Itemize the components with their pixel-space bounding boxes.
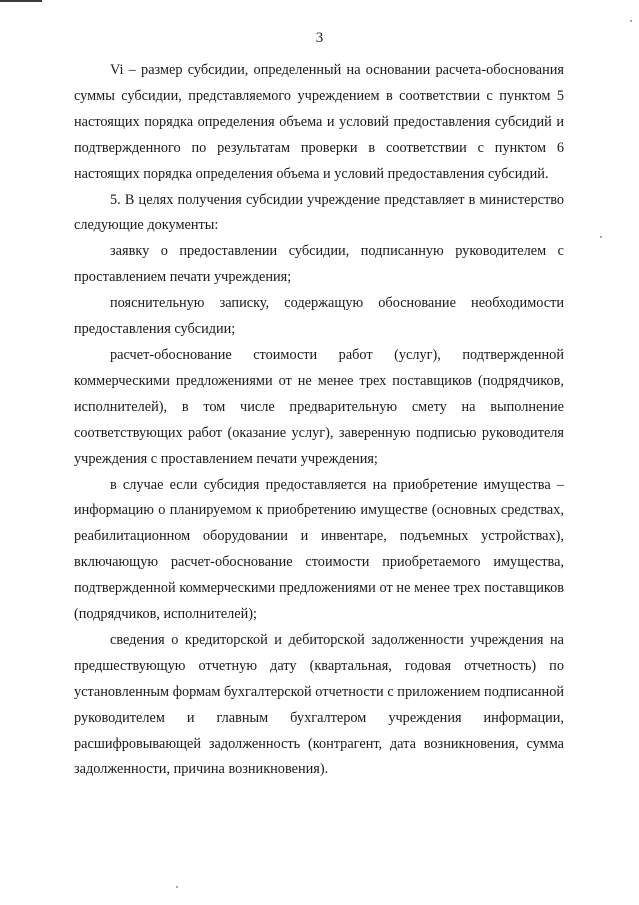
paragraph-item-5: 5. В целях получения субсидии учреждение представляет в министерство следующие документы: bbox=[74, 191, 564, 234]
scan-edge-line bbox=[0, 0, 42, 2]
paragraph-property-purchase: в случае если субсидия предоставляется на приобретение имущества – информацию о планируемом к приобретению имуществе (основных средствах, реабилитационном оборудовании и инвентаре, подъемных устройствах), включающую расчет-обоснование стоимости приобретаемого имущества, подтвержденной коммерческими предложениями от не менее трех поставщиков (подрядчиков, исполнителей); bbox=[74, 476, 564, 623]
paragraph-application: заявку о предоставлении субсидии, подписанную руководителем с проставлением печати учреждения; bbox=[74, 243, 564, 286]
scan-speck bbox=[176, 886, 178, 888]
paragraph-explanatory-note: пояснительную записку, содержащую обоснование необходимости предоставления субсидии; bbox=[74, 295, 564, 338]
document-body bbox=[74, 58, 564, 783]
paragraph-debt-info: сведения о кредиторской и дебиторской задолженности учреждения на предшествующую отчетную дату (квартальная, годовая отчетность) по установленным формам бухгалтерской отчетности с приложением подписанной руководителем и главным бухгалтером учреждения информации, расшифровывающей задолженность (контрагент, дата возникновения, сумма задолженности, причина возникновения). bbox=[74, 631, 564, 778]
paragraph-cost-calculation: расчет-обоснование стоимости работ (услуг), подтвержденной коммерческими предложениями от не менее трех поставщиков (подрядчиков, исполнителей), в том числе предварительную смету на выполнение соответствующих работ (оказание услуг), заверенную подписью руководителя учреждения с проставлением печати учреждения; bbox=[74, 346, 564, 467]
page-number: 3 bbox=[315, 30, 324, 46]
scan-speck bbox=[630, 20, 632, 22]
paragraph-vi-definition: Vi – размер субсидии, определенный на основании расчета-обоснования суммы субсидии, представляемого учреждением в соответствии с пунктом 5 настоящих порядка определения объема и условий предоставления субсидий и подтвержденного по результатам проверки в соответствии с пунктом 6 настоящих порядка определения объема и условий предоставления субсидий. bbox=[74, 62, 564, 182]
scan-speck bbox=[600, 236, 602, 238]
